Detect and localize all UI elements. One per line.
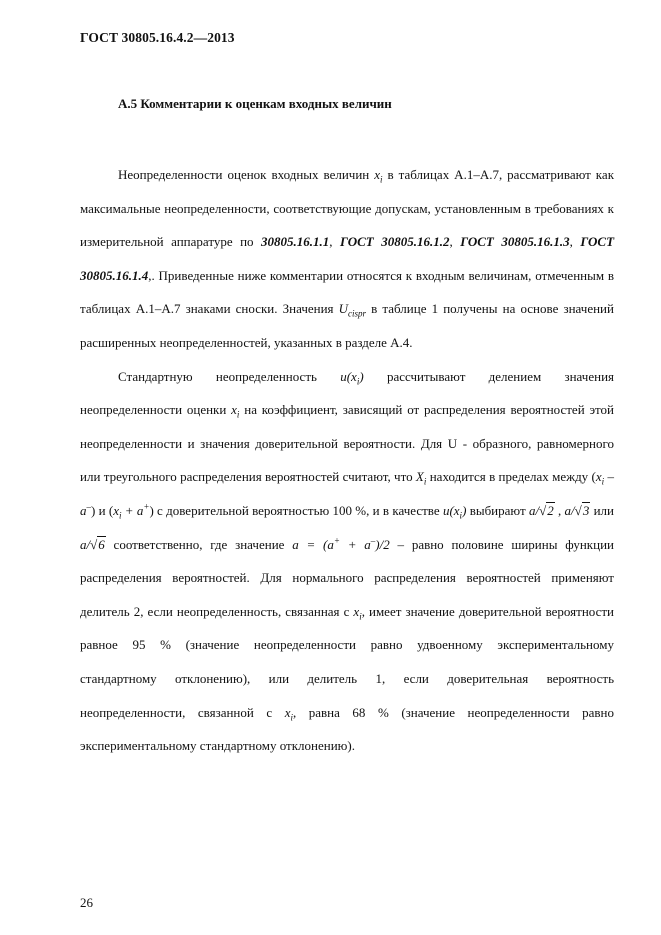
text-run: в таблице 1 получены на основе значений расширенных неопределенностей, указанных в разделе А.4. (80, 301, 614, 350)
symbol-uxi: $u(x_i)$ (340, 368, 364, 387)
symbol-xi: $x_i$ (284, 704, 293, 723)
symbol-Xi: $X_i$ (415, 469, 427, 487)
symbol-xi: $x_i$ (353, 603, 362, 622)
text-run: рассчитывают делением значения неопределенности оценки (80, 368, 615, 418)
text-run: ) и ( (91, 502, 114, 518)
text-run: выбирают (466, 502, 529, 518)
text-run: находится в пределах между ( (426, 469, 596, 485)
standard-ref: ГОСТ 30805.16.1.3 (460, 234, 570, 250)
formula-a-sqrt3: a/√3 (564, 502, 590, 518)
text-run: соответственно, где значение (105, 536, 293, 552)
paragraph-2: Стандартную неопределенность $u(x_i)$ рассчитывают делением значения неопределенности оценки $x_i$ на коэффициент, зависящий от распределения вероятностей этой неопределенности и значения доверительной вероятности. Для U - образного, равномерного или треугольного распределения вероятностей считают, что $X_i$ находится в пределах между $(x_i - a^-)$ и $(x_i + a^+)$ с доверительной вероятностью 100 %, и в качестве $u(x_i)$ выбирают a/√2 , a/√3 или a/√6 соответственно, где значение a = (a+ + a–)/2 – равно половине ширины функции распределения вероятностей. Для нормального распределения вероятностей применяют делитель 2, если неопределенность, связанная с $x_i$, имеет значение доверительной вероятности равное 95 % (значение неопределенности равно удвоенному экспериментальному стандартному отклонению), или делитель 1, если доверительная вероятность неопределенности, связанной с $x_i$, равна 68 % (значение неопределенности равно экспериментальному стандартному отклонению). (80, 368, 615, 754)
symbol-ucispr: $U_{cispr}$ (338, 301, 367, 319)
symbol-xi: $x_i$ (231, 402, 240, 420)
range-upper: $x_i + a^+$ (113, 501, 150, 521)
symbol-xi: $x_i$ (374, 167, 383, 185)
range-lower: $x_i - a^-$ (80, 469, 614, 518)
formula-a-sqrt6: a/√6 (80, 536, 105, 552)
text-run: ) с доверительной вероятностью 100 %, и в качестве (149, 502, 443, 518)
text-run: на коэффициент, зависящий от распределения вероятностей этой неопределенности и значения доверительной вероятности. Для U - образного, равномерного или треугольного распределения вероятностей считают, что (80, 402, 614, 485)
formula-half-width: a = (a+ + a–)/2 (292, 535, 390, 552)
standard-ref: 30805.16.1.1 (261, 234, 330, 250)
text-run: , имеет значение доверительной вероятности равное 95 % (значение неопределенности равно удвоенному экспериментальному стандартному отклонению), или делитель 1, если доверительная вероятность неопределенности, связанной с (80, 603, 615, 720)
body-text (80, 158, 614, 763)
text-run: – равно половине ширины функции распределения вероятностей. Для нормального распределения вероятностей применяют делитель 2, если неопределенность, связанная с (80, 536, 614, 619)
page-number: 26 (80, 895, 93, 910)
paragraph-1: Неопределенности оценок входных величин $x_i$ в таблицах А.1–А.7, рассматривают как максимальные неопределенности, соответствующие допускам, установленным в требованиях к измерительной аппаратуре по 30805.16.1.1, ГОСТ 30805.16.1.2, ГОСТ 30805.16.1.3, ГОСТ 30805.16.1.4,. Приведенные ниже комментарии относятся к входным величинам, отмеченным в таблицах А.1–А.7 знаками сноски. Значения $U_{cispr}$ в таблице 1 получены на основе значений расширенных неопределенностей, указанных в разделе А.4. (80, 167, 615, 350)
section-title: А.5 Комментарии к оценкам входных величин (118, 96, 392, 111)
text-run: Стандартную неопределенность (118, 368, 341, 384)
text-run: ,. Приведенные ниже комментарии относятся к входным величинам, отмеченным в таблицах А.1–А.7 знаками сноски. Значения (80, 267, 614, 317)
standard-header: ГОСТ 30805.16.4.2—2013 (80, 30, 235, 45)
formula-a-sqrt2: a/√2 (528, 502, 554, 518)
standard-ref: ГОСТ 30805.16.1.4 (80, 234, 615, 283)
standard-ref: ГОСТ 30805.16.1.2 (340, 234, 450, 250)
text-run: , равна 68 % (значение неопределенности равно экспериментальному стандартному отклонению). (80, 704, 614, 754)
text-run: в таблицах А.1–А.7, рассматривают как максимальные неопределенности, соответствующие допускам, установленным в требованиях к измерительной аппаратуре по (80, 167, 615, 250)
text-run: Неопределенности оценок входных величин (118, 167, 375, 182)
symbol-uxi: $u(x_i)$ (442, 502, 467, 521)
